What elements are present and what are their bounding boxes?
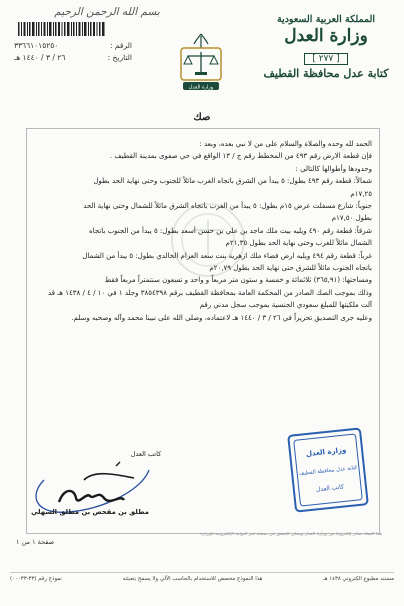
office-number-box: [ ٢٧٧ ]	[304, 53, 347, 65]
body-line: غرباً: قطعة رقم ٤٩٤ ويليه ارض فضاء ملك ازهرية بنت سعد العزام الخالدي بطول: ٥ يبدأ من الشمال	[82, 251, 372, 260]
footer-center: هذا النموذج مخصص للاستخدام بالحاسب الآلي ولا يسمح بتعبئته	[122, 576, 263, 582]
body-line: بطول ١٧,٥٠م	[331, 214, 372, 223]
kingdom-name: المملكة العربية السعودية	[276, 14, 376, 25]
notary-name: مطلق بن مقحص بن مطلق السهلي	[31, 508, 149, 516]
notary-label: كاتب العدل	[130, 450, 162, 458]
body-line: الشمال مائلاً للغرب وحتى نهاية الحد بطول ٢١,٣٥م	[225, 239, 372, 248]
page-number: صفحة ١ من ١	[16, 538, 55, 546]
body-line: وذلك بموجب الصك الصادر من المحكمة العامة بمحافظة القطيف برقم ٣٨٥٤٣٩٨ وجلد ١ في ١٠ / ٤ / ١٤٣٨ هـ قد	[48, 288, 372, 297]
footer-right: مستند مطبوع الكتروني ١٤٣٨ هـ	[323, 576, 394, 582]
ministry-emblem-icon	[176, 30, 226, 92]
body-line: فإن قطعة الارض رقم ٤٩٣ من المخطط رقم ج / ١٣ الواقع في حي صفوى بمدينة القطيف .	[109, 152, 372, 161]
body-line: وعليه جرى التصديق تحريراً في ٢٦ / ٣ / ١٤٤٠ هـ لاعتماده، وصلى الله على نبينا محمد وآله وصحبه وسلم.	[71, 313, 372, 322]
stamp-bottom-text: كاتب العدل	[315, 483, 345, 494]
ministry-letterhead	[262, 14, 390, 80]
ref-value: ٣٣٦٦١٠١٥٢٥٠	[14, 41, 59, 50]
body-line: جنوباً: شارع مسفلت عرض ١٥م بطول: ٥ يبدأ من الغرب باتجاه الشرق مائلاً للشمال وحتى نهاية الحد	[83, 202, 372, 211]
deed-body	[34, 138, 372, 324]
body-line: شمالاً: قطعة رقم ٤٩٣ بطول: ٥ يبدأ من الشرق باتجاه الغرب مائلاً للجنوب وحتى نهاية الحد بطول	[93, 177, 372, 186]
emblem-caption: وزارة العدل	[188, 84, 214, 91]
ministry-name: وزارة العدل	[284, 26, 368, 46]
fine-print: هذا الصك صادر إلكترونياً من وزارة العدل ويمكن التحقق من صحته عبر البوابة الإلكترونية للوزارة	[200, 532, 382, 537]
date-label: التاريخ :	[107, 53, 132, 62]
body-line: الحمد لله وحده والصلاة والسلام على من لا نبي بعده، وبعد :	[199, 140, 372, 148]
footer	[10, 576, 394, 582]
barcode-icon	[18, 22, 106, 36]
official-stamp-icon	[286, 422, 370, 518]
body-line: ١٧,٢٥م	[350, 189, 372, 198]
ref-label: الرقم :	[110, 41, 132, 50]
body-line: ومساحتها: (٣٦٥,٩١) ثلاثمائة و خمسة و ستون متر مربعاً و واحد و تسعون سنتمتراً مربعاً فقط	[104, 276, 372, 285]
office-name: كتابة عدل محافظة القطيف	[263, 67, 389, 80]
date-row	[14, 52, 132, 64]
date-value: ٢٦ / ٣ / ١٤٤٠ هـ	[14, 53, 66, 62]
document-title: صك	[193, 112, 211, 123]
body-line: شرقاً: قطعة رقم ٤٩٠ ويليه بيت ملك ماجد بن علي بن حسن أسعد بطول: ٥ يبدأ من الجنوب باتجاه	[89, 226, 372, 235]
footer-left: نموذج رقم (٣٣-٠٠٠٣٣)	[10, 576, 62, 582]
body-line: آلت ملكيتها للمبلغ سعودي الجنسية بموجب سجل مدني رقم	[199, 301, 372, 310]
ref-row	[14, 40, 132, 52]
letterhead	[0, 0, 404, 108]
stamp-middle-text: كتابة عدل محافظة القطيف	[298, 464, 358, 478]
reference-block	[14, 40, 132, 64]
stamp-top-text: وزارة العدل	[305, 446, 347, 459]
body-line: وحدودها وأطوالها كالتالي :	[295, 164, 372, 173]
body-line: باتجاه الجنوب مائلاً للشرق حتى نهاية الحد بطول ٢٠,٧٩م	[209, 264, 372, 273]
footer-divider	[10, 572, 394, 573]
basmala: بسم الله الرحمن الرحيم	[54, 6, 160, 18]
